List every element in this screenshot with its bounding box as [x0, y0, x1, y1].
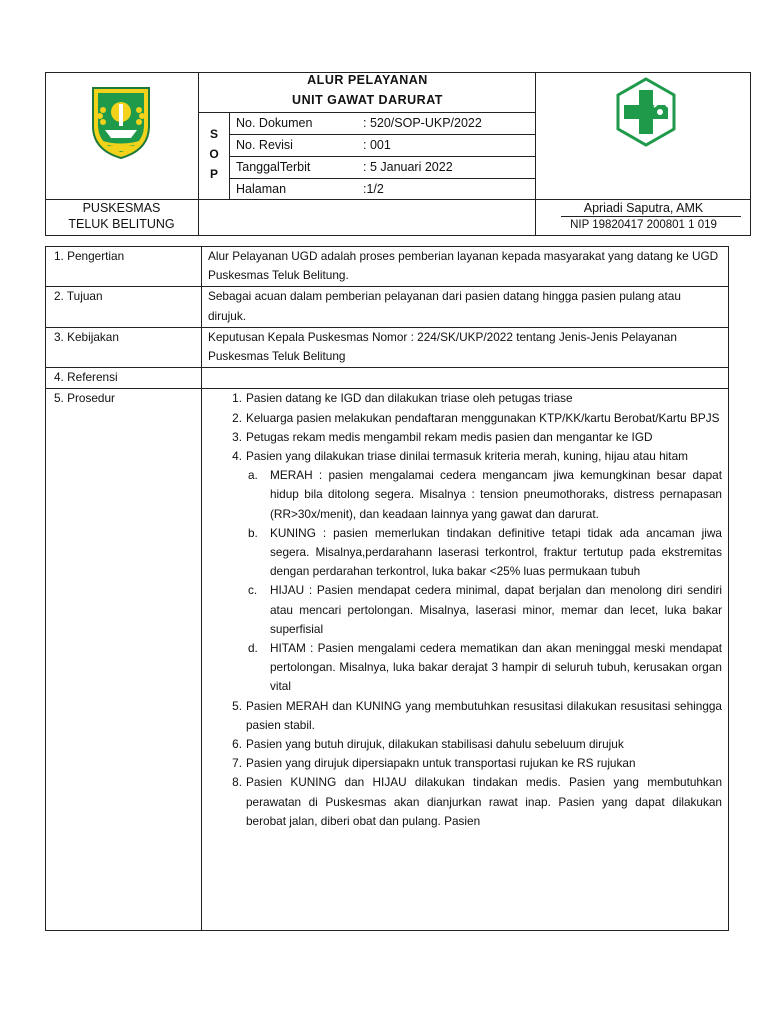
signer-nip: NIP 19820417 200801 1 019 [570, 219, 717, 231]
field-label-no-dokumen: No. Dokumen [236, 116, 313, 130]
list-item [248, 581, 722, 639]
list-item [232, 428, 722, 447]
field-value-halaman: :1/2 [363, 182, 384, 196]
row-label-prosedur: 5. Prosedur [46, 389, 202, 931]
header-divider [45, 199, 751, 200]
step-text: Petugas rekam medis mengambil rekam medis pasien dan mengantar ke IGD [246, 429, 653, 444]
header-divider [198, 72, 199, 236]
document-title-line1: ALUR PELAYANAN [307, 73, 428, 87]
regional-emblem-icon [81, 82, 161, 162]
list-item [232, 447, 722, 697]
step-text: Pasien KUNING dan HIJAU dilakukan tindakan medis. Pasien yang membutuhkan perawatan di Puskesmas akan dianjurkan rawat inap. Pasien yang dapat dilakukan berobat jalan, diberi obat dan pulang. Pasien [246, 775, 722, 828]
step-number: 5. [232, 698, 242, 713]
step-number: 7. [232, 756, 242, 771]
step-number: 3. [232, 429, 242, 444]
sub-step-letter: b. [248, 525, 258, 540]
table-row [46, 389, 729, 931]
header-divider [229, 178, 536, 179]
procedure-cell [202, 389, 729, 931]
row-label-kebijakan: 3. Kebijakan [46, 327, 202, 367]
row-text-pengertian: Alur Pelayanan UGD adalah proses pemberian layanan kepada masyarakat yang datang ke UGD Puskesmas Teluk Belitung. [202, 247, 729, 287]
step-text: Pasien yang dilakukan triase dinilai termasuk kriteria merah, kuning, hijau atau hitam [246, 449, 688, 464]
sub-step-text: HIJAU : Pasien mendapat cedera minimal, dapat berjalan dan menolong diri sendiri atau mencari pertolongan. Misalnya, laserasi minor, memar dan lecet, luka bakar superfisial [270, 583, 722, 636]
sub-step-letter: d. [248, 641, 258, 656]
signer-name: Apriadi Saputra, AMK [583, 201, 704, 215]
field-label-no-revisi: No. Revisi [236, 138, 293, 152]
list-item [248, 466, 722, 524]
row-text-kebijakan: Keputusan Kepala Puskesmas Nomor : 224/SK/UKP/2022 tentang Jenis-Jenis Pelayanan Puskesmas Teluk Belitung [202, 327, 729, 367]
sop-header [45, 72, 751, 236]
list-item [248, 524, 722, 582]
table-row [46, 368, 729, 389]
sub-step-text: KUNING : pasien memerlukan tindakan definitive tetapi tidak ada ancaman jiwa segera. Misalnya,perdarahann laserasi terkontrol, fraktur tertutup pada ekstremitas dengan perdarahan terkontrol, luka bakar <25% luas permukaan tubuh [270, 525, 722, 579]
field-value-tanggal-terbit: : 5 Januari 2022 [363, 160, 453, 174]
header-divider [229, 156, 536, 157]
step-text: Keluarga pasien melakukan pendaftaran menggunakan KTP/KK/kartu Berobat/Kartu BPJS [246, 410, 720, 425]
list-item [248, 639, 722, 697]
row-text-tujuan: Sebagai acuan dalam pemberian pelayanan dari pasien datang hingga pasien pulang atau dirujuk. [202, 287, 729, 327]
procedure-list [208, 389, 722, 831]
list-item [232, 773, 722, 831]
triage-criteria-list [246, 466, 722, 696]
list-item [232, 735, 722, 754]
step-number: 2. [232, 410, 242, 425]
field-value-no-dokumen: : 520/SOP-UKP/2022 [363, 116, 482, 130]
list-item [232, 754, 722, 773]
step-number: 4. [232, 449, 242, 464]
list-item [232, 409, 722, 428]
row-text-referensi [202, 368, 729, 389]
sop-letter: S [209, 127, 218, 141]
header-divider [198, 112, 536, 113]
sop-content-table [45, 246, 729, 931]
header-divider [229, 134, 536, 135]
sub-step-letter: a. [248, 468, 258, 483]
step-text: Pasien MERAH dan KUNING yang membutuhkan resusitasi dilakukan resusitasi sehingga pasien stabil. [246, 698, 722, 732]
step-text: Pasien yang dirujuk dipersiapakn untuk transportasi rujukan ke RS rujukan [246, 756, 636, 771]
document-title-line2: UNIT GAWAT DARURAT [292, 93, 443, 107]
puskesmas-logo-icon [610, 76, 682, 148]
table-row [46, 247, 729, 287]
sop-letter: O [209, 147, 219, 161]
step-number: 1. [232, 391, 242, 406]
step-text: Pasien datang ke IGD dan dilakukan triase oleh petugas triase [246, 391, 573, 406]
org-name-line1: PUSKESMAS [82, 201, 161, 215]
list-item [232, 697, 722, 735]
step-text: Pasien yang butuh dirujuk, dilakukan stabilisasi dahulu sebeluum dirujuk [246, 737, 624, 752]
row-label-pengertian: 1. Pengertian [46, 247, 202, 287]
table-row [46, 287, 729, 327]
step-number: 8. [232, 775, 242, 790]
list-item [232, 389, 722, 408]
sop-letter: P [209, 167, 218, 181]
sub-step-text: HITAM : Pasien mengalami cedera mematikan dan akan meninggal meski mendapat pertolongan. Misalnya, luka bakar derajat 3 hampir di seluruh tubuh, kerusakan organ vital [270, 641, 722, 694]
table-row [46, 327, 729, 367]
field-value-no-revisi: : 001 [363, 138, 391, 152]
org-name-line2: TELUK BELITUNG [68, 217, 175, 231]
row-label-referensi: 4. Referensi [46, 368, 202, 389]
sub-step-letter: c. [248, 583, 258, 598]
signature-line [561, 216, 741, 217]
sub-step-text: MERAH : pasien mengalamai cedera mengancam jiwa kemungkinan besar dapat hidup bila ditolong segera. Misalnya : tension pneumothoraks, distress pernapasan (RR>30x/menit), dan keadaan lainnya yang gawat dan darurat. [270, 468, 722, 521]
field-label-tanggal-terbit: TanggalTerbit [236, 160, 311, 174]
step-number: 6. [232, 737, 242, 752]
field-label-halaman: Halaman [236, 182, 287, 196]
row-label-tujuan: 2. Tujuan [46, 287, 202, 327]
